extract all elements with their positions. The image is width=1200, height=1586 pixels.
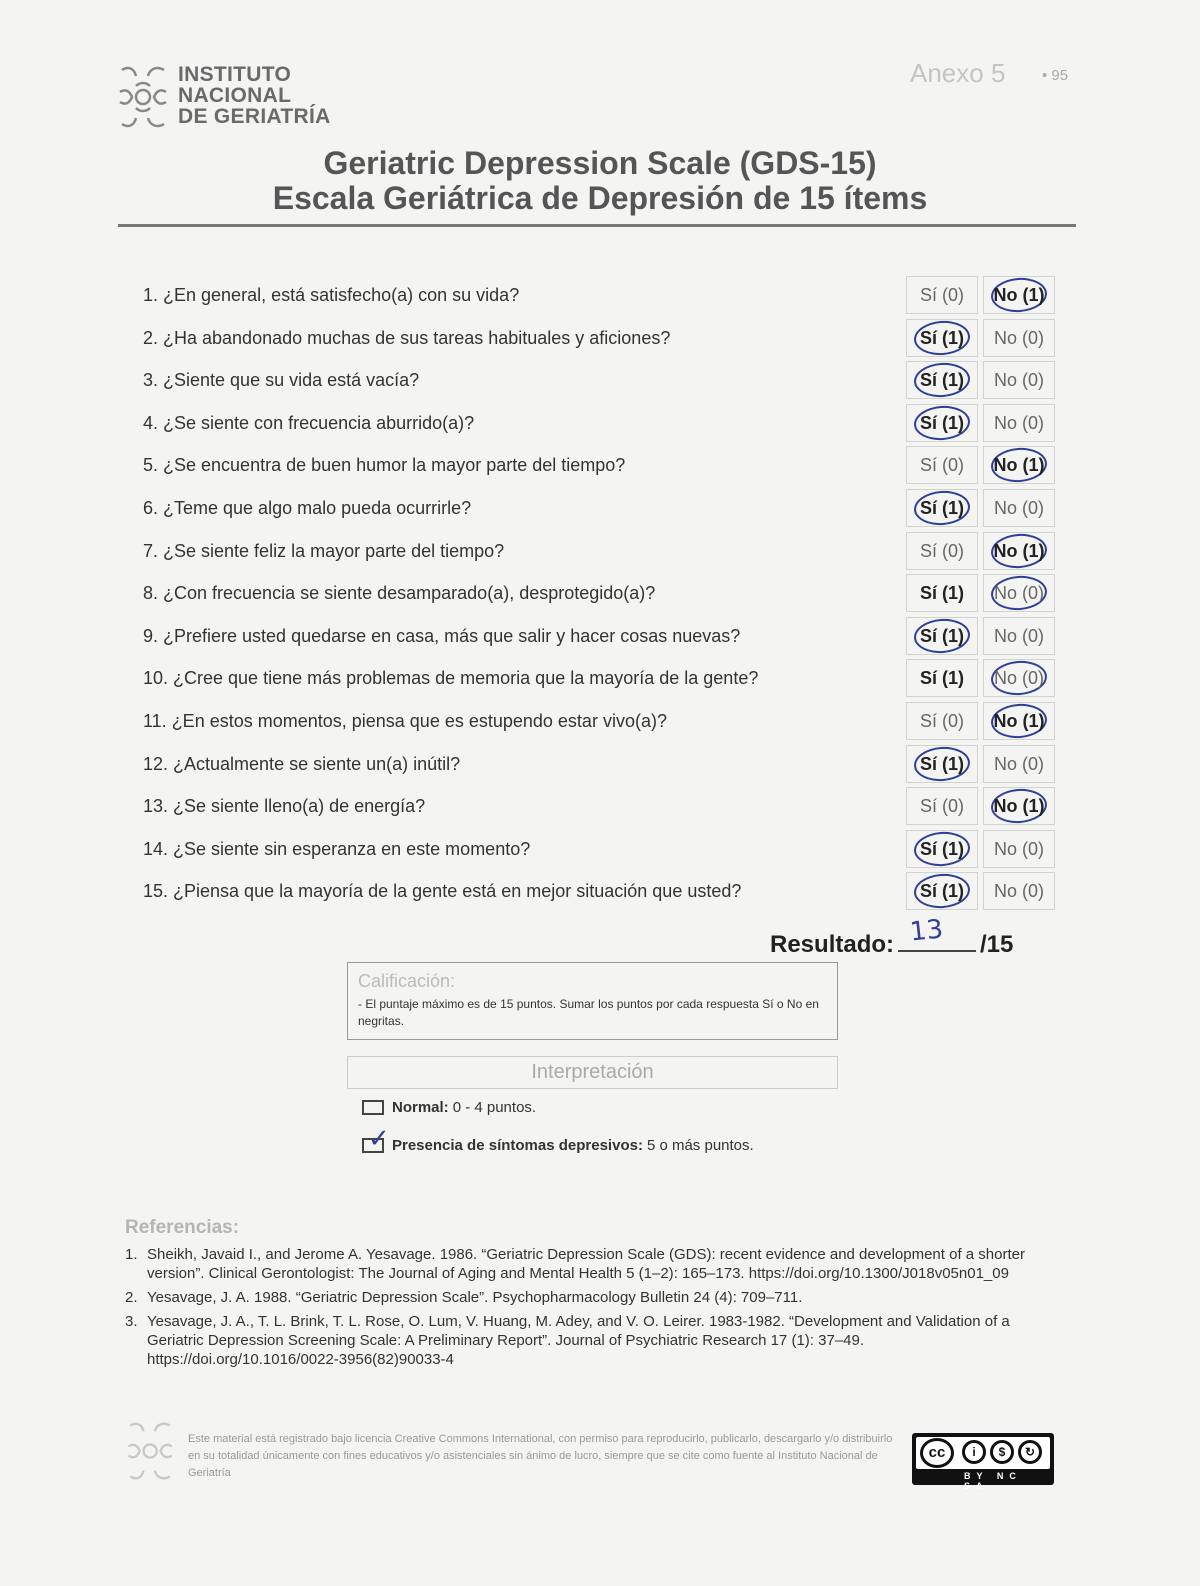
reference-number: 1. bbox=[125, 1246, 138, 1263]
answer-si-label: Sí (0) bbox=[919, 284, 964, 305]
question-row bbox=[0, 359, 1200, 402]
question-row bbox=[0, 870, 1200, 913]
question-text: 7. ¿Se siente feliz la mayor parte del tiempo? bbox=[143, 541, 505, 561]
answer-si-label: Sí (1) bbox=[919, 625, 964, 646]
answer-si-label: Sí (1) bbox=[919, 880, 964, 901]
cc-badge-top bbox=[916, 1437, 1050, 1469]
question-text: 13. ¿Se siente lleno(a) de energía? bbox=[143, 796, 426, 816]
answer-si-cell[interactable] bbox=[906, 404, 978, 442]
result-value-handwritten: 13 bbox=[908, 914, 945, 948]
answer-si-cell[interactable] bbox=[906, 319, 978, 357]
question-row bbox=[0, 828, 1200, 871]
title-spanish: Escala Geriátrica de Depresión de 15 ítems bbox=[272, 180, 928, 216]
answer-si-cell[interactable] bbox=[906, 872, 978, 910]
question-row bbox=[0, 700, 1200, 743]
answer-si-cell[interactable] bbox=[906, 745, 978, 783]
option-depressive[interactable] bbox=[362, 1124, 754, 1154]
question-text: 12. ¿Actualmente se siente un(a) inútil? bbox=[143, 754, 461, 774]
answer-no-label: No (0) bbox=[993, 625, 1044, 646]
annex-label: Anexo 5 bbox=[910, 58, 1006, 88]
question-row bbox=[0, 657, 1200, 700]
question-row bbox=[0, 317, 1200, 360]
reference-item bbox=[125, 1312, 1045, 1369]
answer-si-cell[interactable] bbox=[906, 361, 978, 399]
depressive-checkbox[interactable] bbox=[362, 1124, 390, 1154]
answer-no-cell[interactable] bbox=[983, 446, 1055, 484]
answer-no-cell[interactable] bbox=[983, 702, 1055, 740]
check-mark-icon: ✓ bbox=[368, 1124, 390, 1154]
answer-si-cell[interactable] bbox=[906, 617, 978, 655]
institute-logo-icon bbox=[118, 64, 172, 130]
question-text: 10. ¿Cree que tiene más problemas de memoria que la mayoría de la gente? bbox=[143, 668, 759, 688]
reference-text: Sheikh, Javaid I., and Jerome A. Yesavage. 1986. “Geriatric Depression Scale (GDS): recent evidence and development of a shorter version”. Clinical Gerontologist: The Journal of Aging and Mental Health 5 (1–2): 165–173. https://doi.org/10.1300/J018v05n01_09 bbox=[147, 1246, 1025, 1282]
question-row bbox=[0, 402, 1200, 445]
reference-number: 2. bbox=[125, 1289, 138, 1306]
page-number: • 95 bbox=[1042, 67, 1069, 84]
answer-no-label: No (0) bbox=[993, 327, 1044, 348]
footer-logo-icon bbox=[125, 1420, 179, 1482]
question-text: 11. ¿En estos momentos, piensa que es estupendo estar vivo(a)? bbox=[143, 711, 667, 731]
answer-no-cell[interactable] bbox=[983, 659, 1055, 697]
answer-si-label: Sí (0) bbox=[919, 795, 964, 816]
scoring-title: Calificación: bbox=[358, 971, 456, 991]
cc-icon: cc bbox=[920, 1438, 954, 1468]
answer-no-label: No (0) bbox=[993, 412, 1044, 433]
answer-si-label: Sí (1) bbox=[919, 327, 964, 348]
result-label: Resultado: bbox=[770, 931, 895, 958]
references-title: Referencias: bbox=[125, 1217, 240, 1238]
creative-commons-badge[interactable] bbox=[912, 1433, 1054, 1491]
question-text: 6. ¿Teme que algo malo pueda ocurrirle? bbox=[143, 498, 472, 518]
answer-si-label: Sí (1) bbox=[919, 838, 964, 859]
answer-si-cell[interactable] bbox=[906, 489, 978, 527]
answer-no-cell[interactable] bbox=[983, 745, 1055, 783]
answer-si-cell[interactable] bbox=[906, 574, 978, 612]
answer-no-cell[interactable] bbox=[983, 617, 1055, 655]
answer-no-label: No (0) bbox=[993, 880, 1044, 901]
institute-name bbox=[178, 64, 331, 127]
answer-si-label: Sí (1) bbox=[919, 497, 964, 518]
answer-no-label: No (0) bbox=[993, 369, 1044, 390]
option-normal[interactable] bbox=[362, 1099, 536, 1116]
answer-no-cell[interactable] bbox=[983, 276, 1055, 314]
answer-no-label: No (0) bbox=[993, 838, 1044, 859]
answer-si-label: Sí (0) bbox=[919, 710, 964, 731]
answer-no-label: No (1) bbox=[993, 710, 1045, 731]
question-text: 8. ¿Con frecuencia se siente desamparado(a), desprotegido(a)? bbox=[143, 583, 656, 603]
question-row bbox=[0, 785, 1200, 828]
question-row bbox=[0, 615, 1200, 658]
answer-si-cell[interactable] bbox=[906, 787, 978, 825]
institute-line-2: NACIONAL bbox=[178, 84, 292, 107]
answer-si-label: Sí (1) bbox=[919, 753, 964, 774]
result-value-line[interactable] bbox=[898, 914, 976, 952]
option-normal-text: 0 - 4 puntos. bbox=[452, 1099, 537, 1116]
question-text: 5. ¿Se encuentra de buen humor la mayor parte del tiempo? bbox=[143, 455, 626, 475]
answer-si-label: Sí (1) bbox=[919, 369, 964, 390]
cc-terms: BY NC SA bbox=[964, 1471, 1022, 1491]
answer-no-cell[interactable] bbox=[983, 319, 1055, 357]
question-row bbox=[0, 487, 1200, 530]
question-text: 9. ¿Prefiere usted quedarse en casa, más que salir y hacer cosas nuevas? bbox=[143, 626, 741, 646]
question-row bbox=[0, 444, 1200, 487]
answer-si-cell[interactable] bbox=[906, 276, 978, 314]
answer-no-label: No (0) bbox=[993, 753, 1044, 774]
scoring-box bbox=[347, 962, 838, 1040]
question-text: 4. ¿Se siente con frecuencia aburrido(a)? bbox=[143, 413, 475, 433]
reference-text: Yesavage, J. A., T. L. Brink, T. L. Rose, O. Lum, V. Huang, M. Adey, and V. O. Leirer. 1983-1982. “Development and Validation of a Geriatric Depression Screening Scale: A Preliminary Report”. Journal of Psychiatric Research 17 (1): 37–49. https://doi.org/10.1016/0022-3956(82)90033-4 bbox=[147, 1313, 1010, 1368]
question-row bbox=[0, 572, 1200, 615]
answer-no-label: No (0) bbox=[993, 497, 1044, 518]
answer-no-cell[interactable] bbox=[983, 830, 1055, 868]
answer-no-label: No (1) bbox=[993, 795, 1045, 816]
answer-no-label: No (1) bbox=[993, 454, 1045, 475]
answer-si-label: Sí (0) bbox=[919, 540, 964, 561]
interpretation-title: Interpretación bbox=[347, 1056, 838, 1089]
answer-si-cell[interactable] bbox=[906, 702, 978, 740]
answer-no-cell[interactable] bbox=[983, 872, 1055, 910]
normal-checkbox[interactable] bbox=[362, 1100, 384, 1115]
answer-no-cell[interactable] bbox=[983, 361, 1055, 399]
answer-si-label: Sí (0) bbox=[919, 454, 964, 475]
question-text: 1. ¿En general, está satisfecho(a) con su vida? bbox=[143, 285, 520, 305]
answer-no-cell[interactable] bbox=[983, 532, 1055, 570]
question-text: 14. ¿Se siente sin esperanza en este momento? bbox=[143, 839, 531, 859]
answer-no-label: No (1) bbox=[993, 540, 1045, 561]
answer-no-cell[interactable] bbox=[983, 489, 1055, 527]
answer-no-cell[interactable] bbox=[983, 787, 1055, 825]
answer-si-label: Sí (1) bbox=[919, 412, 964, 433]
header-divider bbox=[118, 224, 1076, 227]
sharealike-icon: ↻ bbox=[1018, 1440, 1042, 1464]
reference-number: 3. bbox=[125, 1313, 138, 1330]
answer-si-cell[interactable] bbox=[906, 830, 978, 868]
attribution-icon: i bbox=[962, 1440, 986, 1464]
institute-line-3: DE GERIATRÍA bbox=[178, 105, 331, 128]
institute-line-1: INSTITUTO bbox=[178, 63, 292, 86]
answer-no-label: No (0) bbox=[993, 667, 1044, 688]
answer-no-cell[interactable] bbox=[983, 574, 1055, 612]
option-depressive-text: 5 o más puntos. bbox=[646, 1137, 754, 1154]
question-text: 3. ¿Siente que su vida está vacía? bbox=[143, 370, 420, 390]
result-field bbox=[770, 914, 1014, 959]
option-depressive-label: Presencia de síntomas depresivos: bbox=[392, 1137, 643, 1154]
question-row bbox=[0, 274, 1200, 317]
answer-si-cell[interactable] bbox=[906, 446, 978, 484]
answer-si-label: Sí (1) bbox=[919, 582, 964, 603]
question-text: 2. ¿Ha abandonado muchas de sus tareas habituales y aficiones? bbox=[143, 328, 671, 348]
scoring-instructions: - El puntaje máximo es de 15 puntos. Sumar los puntos por cada respuesta Sí o No en negritas. bbox=[358, 997, 819, 1028]
result-total: /15 bbox=[980, 931, 1014, 958]
institute-logo bbox=[118, 64, 331, 130]
question-row bbox=[0, 743, 1200, 786]
reference-item bbox=[125, 1288, 1045, 1307]
answer-no-label: No (1) bbox=[993, 284, 1045, 305]
question-text: 15. ¿Piensa que la mayoría de la gente está en mejor situación que usted? bbox=[143, 881, 742, 901]
noncommercial-icon: $ bbox=[990, 1440, 1014, 1464]
title-english: Geriatric Depression Scale (GDS-15) bbox=[323, 145, 877, 181]
answer-si-label: Sí (1) bbox=[919, 667, 964, 688]
license-text: Este material está registrado bajo licencia Creative Commons International, con permiso para reproducirlo, publicarlo, descargarlo y/o distribuirlo en su totalidad únicamente con fines educativos y/o asistenciales sin ánimo de lucro, siempre que se cite como fuente al Instituto Nacional de Geriatría bbox=[188, 1433, 893, 1479]
reference-item bbox=[125, 1245, 1045, 1283]
option-normal-label: Normal: bbox=[392, 1099, 449, 1116]
references-list bbox=[125, 1245, 1045, 1374]
answer-no-cell[interactable] bbox=[983, 404, 1055, 442]
answer-no-label: No (0) bbox=[993, 582, 1044, 603]
question-row bbox=[0, 530, 1200, 573]
answer-si-cell[interactable] bbox=[906, 659, 978, 697]
answer-si-cell[interactable] bbox=[906, 532, 978, 570]
reference-text: Yesavage, J. A. 1988. “Geriatric Depression Scale”. Psychopharmacology Bulletin 24 (4): 709–711. bbox=[147, 1289, 803, 1306]
